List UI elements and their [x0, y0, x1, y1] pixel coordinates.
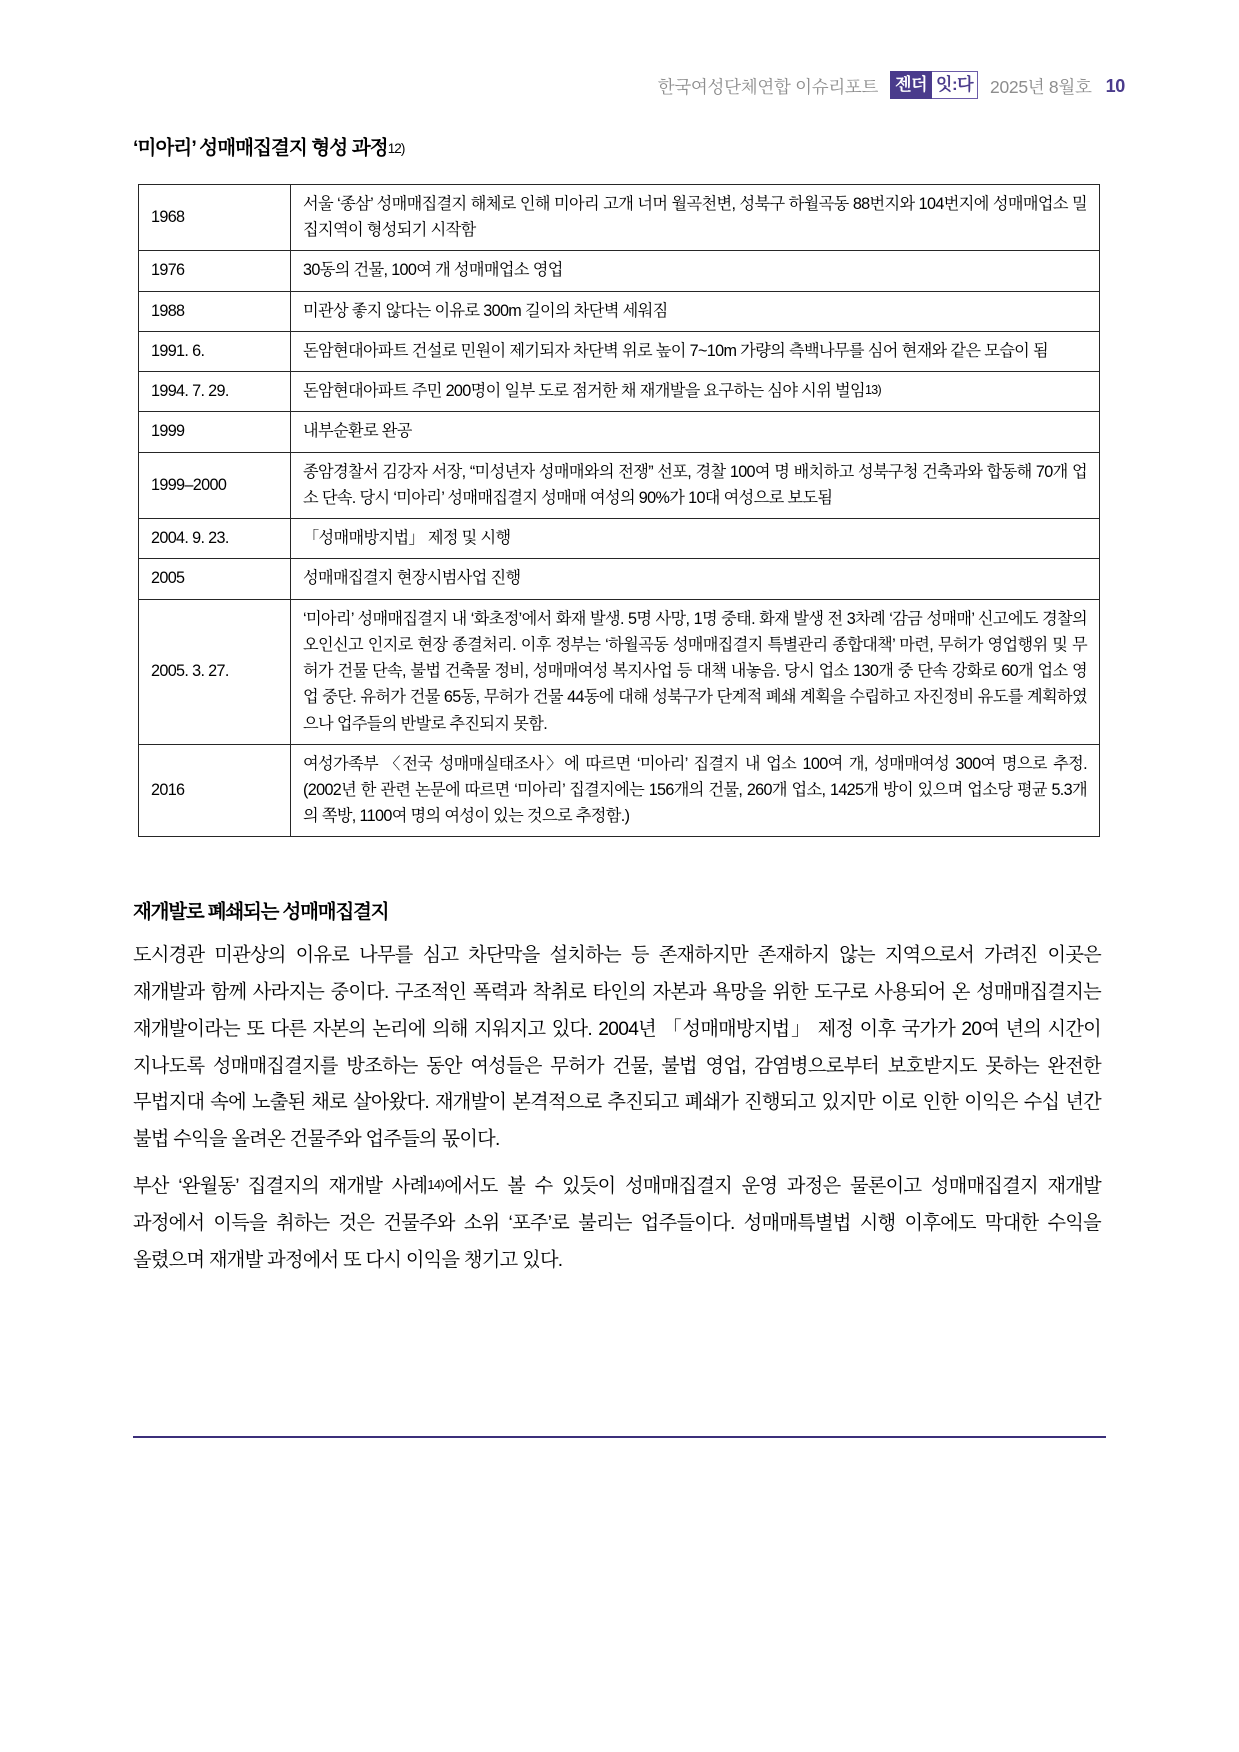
issue-date: 2025년 8월호	[990, 76, 1092, 97]
footer-divider	[133, 1436, 1106, 1438]
row-desc: 내부순환로 완공	[291, 412, 1100, 452]
row-desc: 돈암현대아파트 건설로 민원이 제기되자 차단벽 위로 높이 7~10m 가량의 측백나무를 심어 현재와 같은 모습이 됨	[291, 331, 1100, 371]
table-row	[139, 291, 1100, 331]
row-desc-text: 돈암현대아파트 주민 200명이 일부 도로 점거한 채 재개발을 요구하는 심야 시위 벌임	[303, 382, 865, 401]
row-desc: ‘미아리’ 성매매집결지 내 ‘화초정’에서 화재 발생. 5명 사망, 1명 중태. 화재 발생 전 3차례 ‘감금 성매매’ 신고에도 경찰의 오인신고 인지로 현장 종결처리. 이후 정부는 ‘하월곡동 성매매집결지 특별관리 종합대책’ 마련, 무허가 영업행위 및 무허가 건물 단속, 불법 건축물 정비, 성매매여성 복지사업 등 대책 내놓음. 당시 업소 130개 중 단속 강화로 60개 업소 영업 중단. 유허가 건물 65동, 무허가 건물 44동에 대해 성북구가 단계적 폐쇄 계획을 수립하고 자진정비 유도를 계획하였으나 업주들의 반발로 추진되지 못함.	[291, 599, 1100, 744]
row-year: 2016	[139, 744, 291, 837]
section-title-text: ‘미아리’ 성매매집결지 형성 과정	[133, 137, 388, 159]
row-year: 1976	[139, 251, 291, 291]
logo-part-gender: 젠더	[890, 71, 932, 99]
body-section-heading: 재개발로 폐쇄되는 성매매집결지	[133, 901, 389, 923]
row-year: 1988	[139, 291, 291, 331]
paragraph-2-after: 에서도 볼 수 있듯이 성매매집결지 운영 과정은 물론이고 성매매집결지 재개발 과정에서 이득을 취하는 것은 건물주와 소위 ‘포주’로 불리는 업주들이다. 성매매특별법 시행 이후에도 막대한 수익을 올렸으며 재개발 과정에서 또 다시 이익을 챙기고 있다.	[133, 1176, 1101, 1271]
row-desc: 성매매집결지 현장시범사업 진행	[291, 559, 1100, 599]
table-row	[139, 599, 1100, 744]
page-number: 10	[1105, 75, 1125, 96]
row-year: 2005. 3. 27.	[139, 599, 291, 744]
table-row	[139, 185, 1100, 251]
table-row	[139, 452, 1100, 518]
row-year: 1999–2000	[139, 452, 291, 518]
row-year: 2005	[139, 559, 291, 599]
paragraph-2-before: 부산 ‘완월동’ 집결지의 재개발 사례	[133, 1176, 428, 1198]
row-desc: 서울 ‘종삼’ 성매매집결지 해체로 인해 미아리 고개 너머 월곡천변, 성북구 하월곡동 88번지와 104번지에 성매매업소 밀집지역이 형성되기 시작함	[291, 185, 1100, 251]
history-table-body	[139, 185, 1100, 837]
row-desc: 종암경찰서 김강자 서장, “미성년자 성매매와의 전쟁” 선포, 경찰 100여 명 배치하고 성북구청 건축과와 합동해 70개 업소 단속. 당시 ‘미아리’ 성매매집결지 성매매 여성의 90%가 10대 여성으로 보도됨	[291, 452, 1100, 518]
paragraph-1: 도시경관 미관상의 이유로 나무를 심고 차단막을 설치하는 등 존재하지만 존재하지 않는 지역으로서 가려진 이곳은 재개발과 함께 사라지는 중이다. 구조적인 폭력과 착취로 타인의 자본과 욕망을 위한 도구로 사용되어 온 성매매집결지는 재개발이라는 또 다른 자본의 논리에 의해 지워지고 있다. 2004년 「성매매방지법」 제정 이후 국가가 20여 년의 시간이 지나도록 성매매집결지를 방조하는 동안 여성들은 무허가 건물, 불법 영업, 감염병으로부터 보호받지도 못하는 완전한 무법지대 속에 노출된 채로 살아왔다. 재개발이 본격적으로 추진되고 폐쇄가 진행되고 있지만 이로 인한 이익은 수십 년간 불법 수익을 올려온 건물주와 업주들의 몫이다.	[133, 945, 1101, 1151]
row-desc: 30동의 건물, 100여 개 성매매업소 영업	[291, 251, 1100, 291]
row-desc: 「성매매방지법」 제정 및 시행	[291, 519, 1100, 559]
running-header	[658, 72, 1125, 100]
paragraph-2	[133, 1169, 1101, 1280]
row-year: 1968	[139, 185, 291, 251]
history-table-wrapper	[138, 184, 1100, 837]
table-row	[139, 519, 1100, 559]
section-title-footnote: 12)	[387, 141, 405, 156]
table-row	[139, 412, 1100, 452]
logo-part-itda: 잇:다	[932, 71, 978, 99]
miari-history-table	[138, 184, 1100, 837]
gender-itda-logo	[890, 71, 978, 99]
table-row	[139, 372, 1100, 412]
row-desc	[291, 372, 1100, 412]
row-year: 1991. 6.	[139, 331, 291, 371]
row-year: 1999	[139, 412, 291, 452]
table-row	[139, 559, 1100, 599]
table-row	[139, 744, 1100, 837]
row-year: 1994. 7. 29.	[139, 372, 291, 412]
row-year: 2004. 9. 23.	[139, 519, 291, 559]
table-row	[139, 331, 1100, 371]
table-row	[139, 251, 1100, 291]
row-desc-footnote: 13)	[864, 383, 882, 398]
body-copy	[133, 938, 1101, 1284]
row-desc: 여성가족부 〈전국 성매매실태조사〉에 따르면 ‘미아리’ 집결지 내 업소 100여 개, 성매매여성 300여 명으로 추정. (2002년 한 관련 논문에 따르면 ‘미아리’ 집결지에는 156개의 건물, 260개 업소, 1425개 방이 있으며 업소당 평균 5.3개의 쪽방, 1100여 명의 여성이 있는 것으로 추정함.)	[291, 744, 1100, 837]
publication-title: 한국여성단체연합 이슈리포트	[657, 76, 879, 97]
row-desc: 미관상 좋지 않다는 이유로 300m 길이의 차단벽 세워짐	[291, 291, 1100, 331]
section-title	[133, 132, 405, 160]
paragraph-2-footnote: 14)	[427, 1177, 445, 1193]
